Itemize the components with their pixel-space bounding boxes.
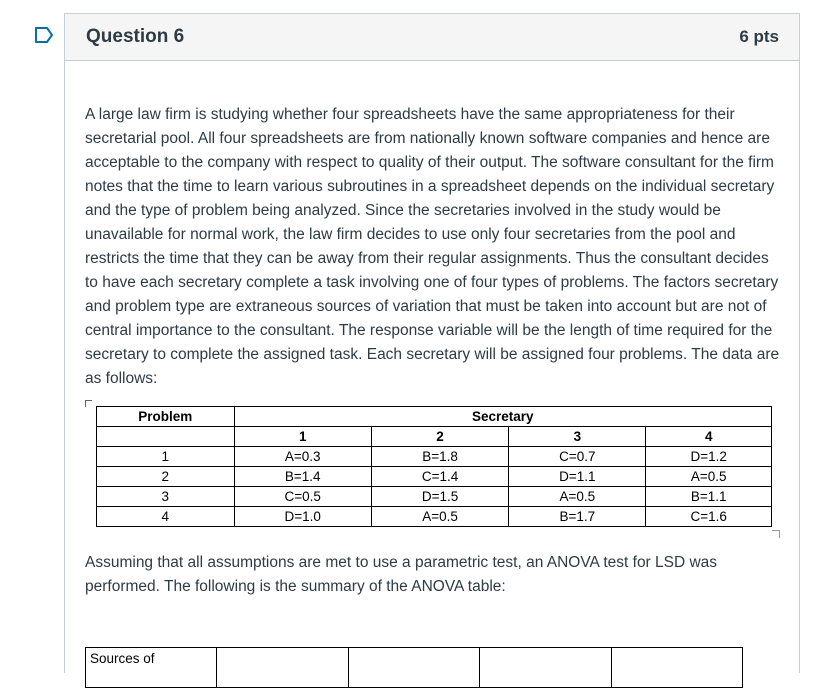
latin-square-data-table bbox=[96, 406, 772, 527]
value-cell: B=1.1 bbox=[646, 487, 772, 507]
table-header-row bbox=[97, 407, 772, 427]
anova-intro-text: Assuming that all assumptions are met to use a parametric test, an ANOVA test for LSD was performed. The following is the summary of the ANOVA table: bbox=[85, 554, 718, 595]
value-cell: A=0.5 bbox=[509, 487, 646, 507]
problem-cell: 1 bbox=[97, 447, 235, 467]
secretary-number: 2 bbox=[371, 427, 508, 447]
table-resize-handle-icon bbox=[85, 400, 92, 407]
value-cell: B=1.8 bbox=[371, 447, 508, 467]
value-cell: D=1.5 bbox=[371, 487, 508, 507]
secretary-number: 4 bbox=[646, 427, 772, 447]
value-cell: C=1.4 bbox=[371, 467, 508, 487]
secretary-header: Secretary bbox=[234, 407, 771, 427]
anova-summary-table bbox=[85, 647, 743, 688]
table-row bbox=[97, 467, 772, 487]
value-cell: C=0.5 bbox=[234, 487, 371, 507]
value-cell: C=0.7 bbox=[509, 447, 646, 467]
empty-cell bbox=[97, 427, 235, 447]
value-cell: D=1.1 bbox=[509, 467, 646, 487]
secretary-number: 1 bbox=[234, 427, 371, 447]
bookmark-flag-icon[interactable] bbox=[34, 26, 54, 44]
value-cell: A=0.5 bbox=[646, 467, 772, 487]
question-points: 6 pts bbox=[739, 27, 779, 46]
anova-header-cell bbox=[611, 648, 742, 688]
value-cell: B=1.7 bbox=[509, 507, 646, 527]
value-cell: A=0.5 bbox=[371, 507, 508, 527]
anova-header-cell bbox=[217, 648, 348, 688]
secretary-number-row bbox=[97, 427, 772, 447]
value-cell: C=1.6 bbox=[646, 507, 772, 527]
problem-cell: 3 bbox=[97, 487, 235, 507]
table-row bbox=[97, 507, 772, 527]
problem-cell: 4 bbox=[97, 507, 235, 527]
secretary-number: 3 bbox=[509, 427, 646, 447]
problem-header: Problem bbox=[97, 407, 235, 427]
problem-cell: 2 bbox=[97, 467, 235, 487]
question-text: A large law firm is studying whether four spreadsheets have the same appropriateness for their secretarial pool. All four spreadsheets are from nationally known software companies and hence are acceptable to the company with respect to quality of their output. The software consultant for the firm notes that the time to learn various subroutines in a spreadsheet depends on the individual secretary and the type of problem being analyzed. Since the secretaries involved in the study would be unavailable for normal work, the law firm decides to use only four secretaries from the pool and restricts the time that they can be away from their regular assignments. Thus the consultant decides to have each secretary complete a task involving one of four types of problems. The factors secretary and problem type are extraneous sources of variation that must be taken into account but are not of central importance to the consultant. The response variable will be the length of time required for the secretary to complete the assigned task. Each secretary will be assigned four problems. The data are as follows: bbox=[85, 106, 780, 387]
table-row bbox=[86, 648, 743, 688]
question-header bbox=[65, 14, 799, 61]
anova-header-cell bbox=[480, 648, 611, 688]
value-cell: B=1.4 bbox=[234, 467, 371, 487]
value-cell: D=1.2 bbox=[646, 447, 772, 467]
anova-header-cell bbox=[348, 648, 479, 688]
table-row bbox=[97, 487, 772, 507]
question-card bbox=[64, 13, 800, 673]
value-cell: D=1.0 bbox=[234, 507, 371, 527]
anova-header-cell: Sources of bbox=[86, 648, 217, 688]
value-cell: A=0.3 bbox=[234, 447, 371, 467]
question-title: Question 6 bbox=[86, 26, 185, 47]
table-resize-corner-icon bbox=[772, 530, 780, 538]
table-row bbox=[97, 447, 772, 467]
